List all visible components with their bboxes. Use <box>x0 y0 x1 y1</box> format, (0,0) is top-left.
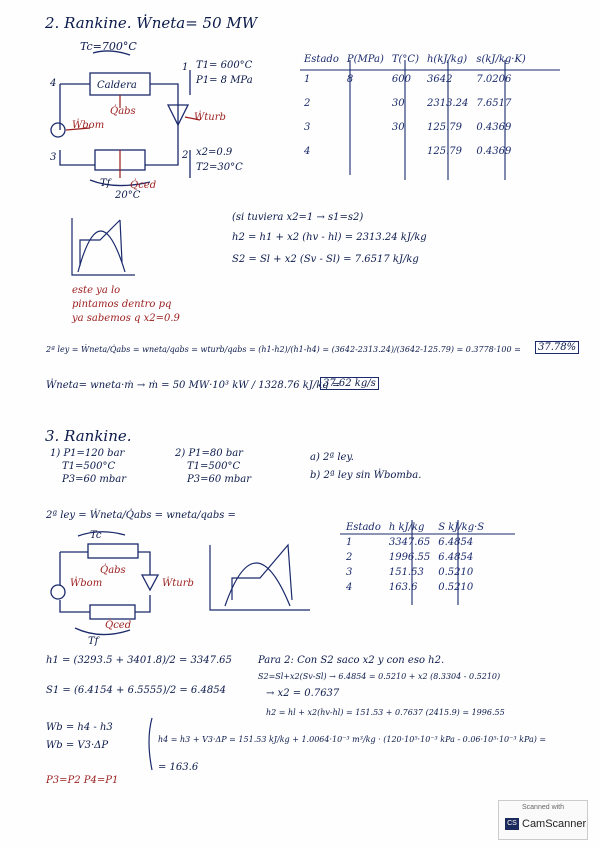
table-header: T(°C) <box>391 54 419 65</box>
s2-equation: S2 = Sl + x2 (Sv - Sl) = 7.6517 kJ/kg <box>232 254 419 265</box>
table-cell: 0.5210 <box>438 567 474 578</box>
h1-equation: h1 = (3293.5 + 3401.8)/2 = 3347.65 <box>46 655 232 666</box>
table-header: Estado <box>304 54 339 65</box>
pump-symbol <box>51 123 65 137</box>
table-cell: 30 <box>391 121 405 133</box>
problem-3-title: 3. Rankine. <box>45 427 132 445</box>
tf-label: Tf <box>100 178 111 189</box>
camscanner-brand <box>505 818 586 830</box>
node-1: 1 <box>182 62 189 73</box>
caldera-label: Caldera <box>97 80 137 91</box>
table-cell: 0.5210 <box>438 582 474 593</box>
table-cell: 163.6 <box>388 582 418 593</box>
question-a: a) 2ª ley. <box>310 452 354 463</box>
wturb-label: Ẇturb <box>194 112 226 123</box>
condition-note: (si tuviera x2=1 → s1=s2) <box>232 212 364 223</box>
tc-label: Tc=700°C <box>80 40 137 53</box>
qabs-label: Q̇abs <box>110 106 136 117</box>
case1-temp: T1=500°C <box>62 461 116 472</box>
wturb-label-2: Ẇturb <box>162 578 194 589</box>
case1-cond-pressure: P3=60 mbar <box>62 474 126 485</box>
question-b: b) 2ª ley sin Ẇbomba. <box>310 470 422 481</box>
table-cell: 125.79 <box>426 121 462 133</box>
table-cell: 3 <box>304 121 311 133</box>
h2-equation: h2 = h1 + x2 (hv - hl) = 2313.24 kJ/kg <box>232 232 427 243</box>
tf-label-2: Tf <box>88 636 99 647</box>
table-cell: 1 <box>346 537 353 548</box>
wb-equation-2: Wb = V3·ΔP <box>46 740 109 751</box>
table-cell: 2 <box>346 552 353 563</box>
table-cell: 1996.55 <box>388 552 431 563</box>
table-cell: 3642 <box>426 73 453 85</box>
qabs-label-2: Q̇abs <box>100 565 126 576</box>
table-cell: 125.79 <box>426 145 462 157</box>
wbom-label-2: Ẇbom <box>70 578 103 589</box>
table-row <box>342 535 488 550</box>
table-row <box>300 67 530 91</box>
table-cell: 0.4369 <box>476 121 512 133</box>
table-cell <box>343 115 388 139</box>
tc-label-2: Tc <box>90 530 102 541</box>
table-cell: 2313.24 <box>426 97 469 109</box>
table-cell: 3347.65 <box>388 537 431 548</box>
s2-equation-2: S2=Sl+x2(Sv-Sl) → 6.4854 = 0.5210 + x2 (8.3304 - 0.5210) <box>258 672 501 681</box>
table-header: Estado <box>346 522 381 533</box>
table-cell: 30 <box>391 97 405 109</box>
table-row <box>342 565 488 580</box>
table-row <box>342 550 488 565</box>
table-cell: 151.53 <box>388 567 424 578</box>
table-row <box>342 580 488 595</box>
h4-result: = 163.6 <box>158 762 199 773</box>
table-cell: 6.4854 <box>438 552 474 563</box>
table-row <box>300 91 530 115</box>
wb-equation-1: Wb = h4 - h3 <box>46 722 113 733</box>
note-line-1: este ya lo <box>72 285 121 296</box>
h2-equation-2: h2 = hl + x2(hv-hl) = 151.53 + 0.7637 (2415.9) = 1996.55 <box>266 708 505 717</box>
note-line-3: ya sabemos q x2=0.9 <box>72 313 180 324</box>
table-cell: 2 <box>304 97 311 109</box>
efficiency-result: 37.78% <box>535 341 579 354</box>
pressure-relations: P3=P2 P4=P1 <box>46 775 119 786</box>
mass-flow-equation: Ẇneta= wneta·ṁ → ṁ = 50 MW·10³ kW / 1328.76 kJ/kg = <box>46 380 341 391</box>
node-3: 3 <box>50 152 57 163</box>
table-cell: 4 <box>304 145 311 157</box>
x2-result: → x2 = 0.7637 <box>266 688 340 699</box>
note-line-2: pintamos dentro pq <box>72 299 172 310</box>
qced-label-2: Q̇ced <box>105 620 132 631</box>
state-table-2 <box>342 520 488 595</box>
problem-2-title: 2. Rankine. Ẇneta= 50 MW <box>45 14 258 32</box>
para-2-note: Para 2: Con S2 saco x2 y con eso h2. <box>258 655 445 666</box>
case2-cond-pressure: P3=60 mbar <box>187 474 251 485</box>
table-cell: 0.4369 <box>476 145 512 157</box>
table-cell <box>343 139 388 163</box>
table-cell <box>343 91 388 115</box>
node-4: 4 <box>50 78 57 89</box>
case2-pressure: 2) P1=80 bar <box>175 448 243 459</box>
table-cell: 1 <box>304 73 311 85</box>
table-cell: 6.4854 <box>438 537 474 548</box>
table-header-row <box>300 52 530 67</box>
wbom-label: Ẇbom <box>72 120 105 131</box>
state-table-1 <box>300 52 530 163</box>
node-2: 2 <box>182 150 189 161</box>
table-row <box>300 115 530 139</box>
table-header: S kJ/kg·S <box>438 522 485 533</box>
s1-equation: S1 = (6.4154 + 6.5555)/2 = 6.4854 <box>46 685 226 696</box>
table-header: h kJ/kg <box>388 522 425 533</box>
camscanner-watermark <box>498 800 588 840</box>
qced-label: Q̇ced <box>130 180 157 191</box>
table-row <box>300 139 530 163</box>
case2-temp: T1=500°C <box>187 461 241 472</box>
h4-equation: h4 = h3 + V3·ΔP = 151.53 kJ/kg + 1.0064·10⁻³ m³/kg · (120·10⁵·10⁻³ kPa - 0.06·10⁵·10⁻³ kPa) = <box>158 735 547 744</box>
state1-temp: T1= 600°C <box>196 60 253 71</box>
table-header: h(kJ/kg) <box>426 54 468 65</box>
case1-pressure: 1) P1=120 bar <box>50 448 125 459</box>
table-header: s(kJ/kg·K) <box>476 54 526 65</box>
table-cell: 7.0206 <box>476 73 512 85</box>
mass-flow-result: 37.62 kg/s <box>320 377 379 390</box>
efficiency-equation: 2ª ley = Ẇneta/Q̇abs = wneta/qabs = wturb/qabs = (h1-h2)/(h1-h4) = (3642-2313.24)/(3642-125.79) = 0.3778·100 = <box>46 345 521 354</box>
table-cell: 4 <box>346 582 353 593</box>
camscanner-logo-icon: CS <box>505 818 519 830</box>
state2-quality: x2=0.9 <box>196 147 233 158</box>
state2-temp: T2=30°C <box>196 162 243 173</box>
state1-pressure: P1= 8 MPa <box>196 75 253 86</box>
table-cell <box>388 139 423 163</box>
camscanner-label: CamScanner <box>522 818 587 830</box>
table-cell: 7.6517 <box>476 97 512 109</box>
table-header: P(MPa) <box>346 54 384 65</box>
table-cell: 8 <box>346 73 354 85</box>
efficiency-equation-2: 2ª ley = Ẇneta/Q̇abs = wneta/qabs = <box>46 510 236 521</box>
table-header-row <box>342 520 488 535</box>
scanned-with-label: Scanned with <box>521 804 565 811</box>
table-cell: 3 <box>346 567 353 578</box>
table-cell: 600 <box>391 73 411 85</box>
tf-value: 20°C <box>115 190 141 201</box>
